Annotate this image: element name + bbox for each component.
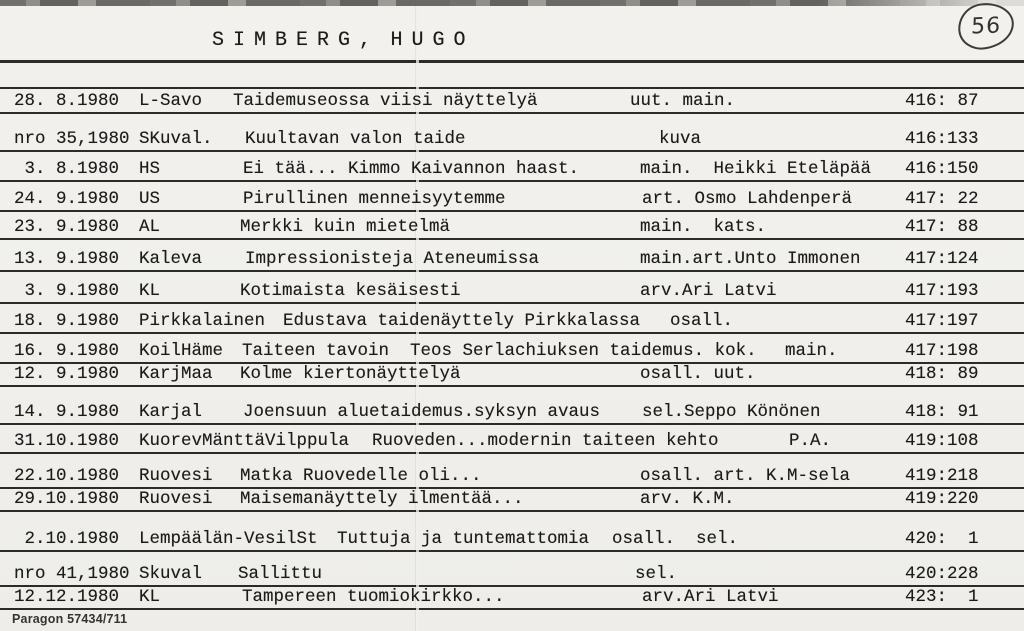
- entry-date: nro 41,1980: [14, 564, 130, 584]
- table-row: [0, 313, 1024, 331]
- ruled-line: [0, 608, 1024, 610]
- entry-note: osall. art. K.M-sela: [640, 466, 851, 486]
- entry-source: Pirkkalainen: [139, 311, 266, 331]
- entry-note: main. Heikki Eteläpää: [640, 159, 872, 179]
- entry-ref: 419:220: [905, 489, 979, 509]
- entry-source: KarjMaa: [139, 364, 213, 384]
- entry-source: Kaleva: [139, 249, 203, 269]
- entry-ref: 417: 88: [905, 217, 979, 237]
- entry-ref: 418: 91: [905, 402, 979, 422]
- entry-ref: 417: 22: [905, 189, 979, 209]
- entry-note: osall.: [670, 311, 734, 331]
- entry-title: Taidemuseossa viisi näyttelyä: [233, 91, 538, 111]
- table-row: [0, 589, 1024, 607]
- entry-note: main.art.Unto Immonen: [640, 249, 861, 269]
- table-row: [0, 191, 1024, 209]
- entry-title: Kotimaista kesäisesti: [240, 281, 461, 301]
- entry-title: Ei tää... Kimmo Kaivannon haast.: [243, 159, 580, 179]
- entry-title: Joensuun aluetaidemus.syksyn avaus: [243, 402, 601, 422]
- entry-date: 23. 9.1980: [14, 217, 120, 237]
- entry-title: Sallittu: [238, 564, 323, 584]
- ruled-line: [0, 452, 1024, 454]
- entry-source: Skuval: [139, 564, 203, 584]
- entry-source: HS: [139, 159, 161, 179]
- entry-ref: 420:228: [905, 564, 979, 584]
- entry-source: KoilHäme: [139, 341, 224, 361]
- entry-date: 24. 9.1980: [14, 189, 120, 209]
- entry-title: Kolme kiertonäyttelyä: [240, 364, 461, 384]
- table-row: [0, 491, 1024, 509]
- table-row: [0, 366, 1024, 384]
- table-row: [0, 531, 1024, 549]
- entry-title: Kuultavan valon taide: [245, 129, 466, 149]
- entry-title: Impressionisteja Ateneumissa: [245, 249, 540, 269]
- ruled-line: [0, 385, 1024, 387]
- entry-ref: 420: 1: [905, 529, 979, 549]
- entry-note: arv.Ari Latvi: [640, 281, 777, 301]
- table-row: [0, 219, 1024, 237]
- entry-ref: 416:133: [905, 129, 979, 149]
- entry-date: 3. 9.1980: [14, 281, 120, 301]
- entry-date: nro 35,1980: [14, 129, 130, 149]
- entry-ref: 416:150: [905, 159, 979, 179]
- table-row: [0, 404, 1024, 422]
- entry-title: Maisemanäyttely ilmentää...: [240, 489, 524, 509]
- footer-print-code: Paragon 57434/711: [12, 612, 128, 626]
- entry-ref: 417:124: [905, 249, 979, 269]
- entry-source: Ruovesi: [139, 489, 213, 509]
- table-row: [0, 433, 1024, 451]
- entry-source: Karjal: [139, 402, 203, 422]
- ruled-line: [0, 60, 1024, 63]
- entry-date: 12. 9.1980: [14, 364, 120, 384]
- entry-note: osall. uut.: [640, 364, 756, 384]
- entry-note: kuva: [659, 129, 702, 149]
- entry-title: Tuttuja ja tuntemattomia: [337, 529, 590, 549]
- entry-title: Ruoveden...modernin taiteen kehto: [372, 431, 719, 451]
- entry-date: 29.10.1980: [14, 489, 120, 509]
- entry-date: 3. 8.1980: [14, 159, 120, 179]
- table-row: [0, 468, 1024, 486]
- entry-date: 16. 9.1980: [14, 341, 120, 361]
- ruled-line: [0, 510, 1024, 512]
- entry-title: Matka Ruovedelle oli...: [240, 466, 482, 486]
- entry-source: Lempäälän-VesilSt: [139, 529, 318, 549]
- entry-date: 13. 9.1980: [14, 249, 120, 269]
- table-row: [0, 343, 1024, 361]
- ruled-line: [0, 332, 1024, 334]
- entry-source: L-Savo: [139, 91, 203, 111]
- entry-source: Ruovesi: [139, 466, 213, 486]
- ruled-line: [0, 150, 1024, 152]
- entry-title: Merkki kuin mietelmä: [240, 217, 451, 237]
- entry-date: 2.10.1980: [14, 529, 120, 549]
- scan-edge-artifact: [0, 0, 1024, 6]
- page-title: S I M B E R G , H U G O: [212, 29, 465, 52]
- page-number-annotation: [955, 0, 1016, 52]
- entry-source: SKuval.: [139, 129, 213, 149]
- entry-ref: 416: 87: [905, 91, 979, 111]
- entry-note: art. Osmo Lahdenperä: [642, 189, 853, 209]
- entry-ref: 417:197: [905, 311, 979, 331]
- entry-ref: 418: 89: [905, 364, 979, 384]
- entry-title: Tampereen tuomiokirkko...: [242, 587, 505, 607]
- entry-source: AL: [139, 217, 161, 237]
- entry-note: arv.Ari Latvi: [642, 587, 779, 607]
- table-row: [0, 283, 1024, 301]
- entry-date: 28. 8.1980: [14, 91, 120, 111]
- table-row: [0, 251, 1024, 269]
- entry-note: uut. main.: [630, 91, 736, 111]
- entry-source: KL: [139, 281, 161, 301]
- ruled-line: [0, 112, 1024, 114]
- table-row: [0, 131, 1024, 149]
- entry-ref: 423: 1: [905, 587, 979, 607]
- entry-title: Taiteen tavoin Teos Serlachiuksen taidemus. kok.: [242, 341, 757, 361]
- ruled-line: [0, 87, 1024, 89]
- entry-title: Pirullinen menneisyytemme: [243, 189, 506, 209]
- ruled-line: [0, 180, 1024, 182]
- entry-note: sel.: [635, 564, 678, 584]
- entry-ref: 419:108: [905, 431, 979, 451]
- entry-source: KL: [139, 587, 161, 607]
- ruled-line: [0, 270, 1024, 272]
- table-row: [0, 93, 1024, 111]
- entry-date: 14. 9.1980: [14, 402, 120, 422]
- entry-note: osall. sel.: [612, 529, 739, 549]
- entry-note: main. kats.: [640, 217, 767, 237]
- entry-date: 18. 9.1980: [14, 311, 120, 331]
- ruled-line: [0, 550, 1024, 552]
- entry-title: Edustava taidenäyttely Pirkkalassa: [283, 311, 641, 331]
- entry-date: 12.12.1980: [14, 587, 120, 607]
- entry-ref: 417:198: [905, 341, 979, 361]
- entry-date: 31.10.1980: [14, 431, 120, 451]
- entry-note: main.: [785, 341, 838, 361]
- entry-note: P.A.: [789, 431, 832, 451]
- entry-ref: 417:193: [905, 281, 979, 301]
- entry-note: arv. K.M.: [640, 489, 735, 509]
- table-row: [0, 161, 1024, 179]
- entry-ref: 419:218: [905, 466, 979, 486]
- entry-source: US: [139, 189, 161, 209]
- entry-source: KuorevMänttäVilppula: [139, 431, 350, 451]
- ruled-line: [0, 302, 1024, 304]
- entry-date: 22.10.1980: [14, 466, 120, 486]
- ruled-line: [0, 238, 1024, 240]
- ruled-line: [0, 423, 1024, 425]
- table-row: [0, 566, 1024, 584]
- ruled-line: [0, 210, 1024, 212]
- page-number: 56: [970, 12, 1002, 40]
- entry-note: sel.Seppo Könönen: [642, 402, 821, 422]
